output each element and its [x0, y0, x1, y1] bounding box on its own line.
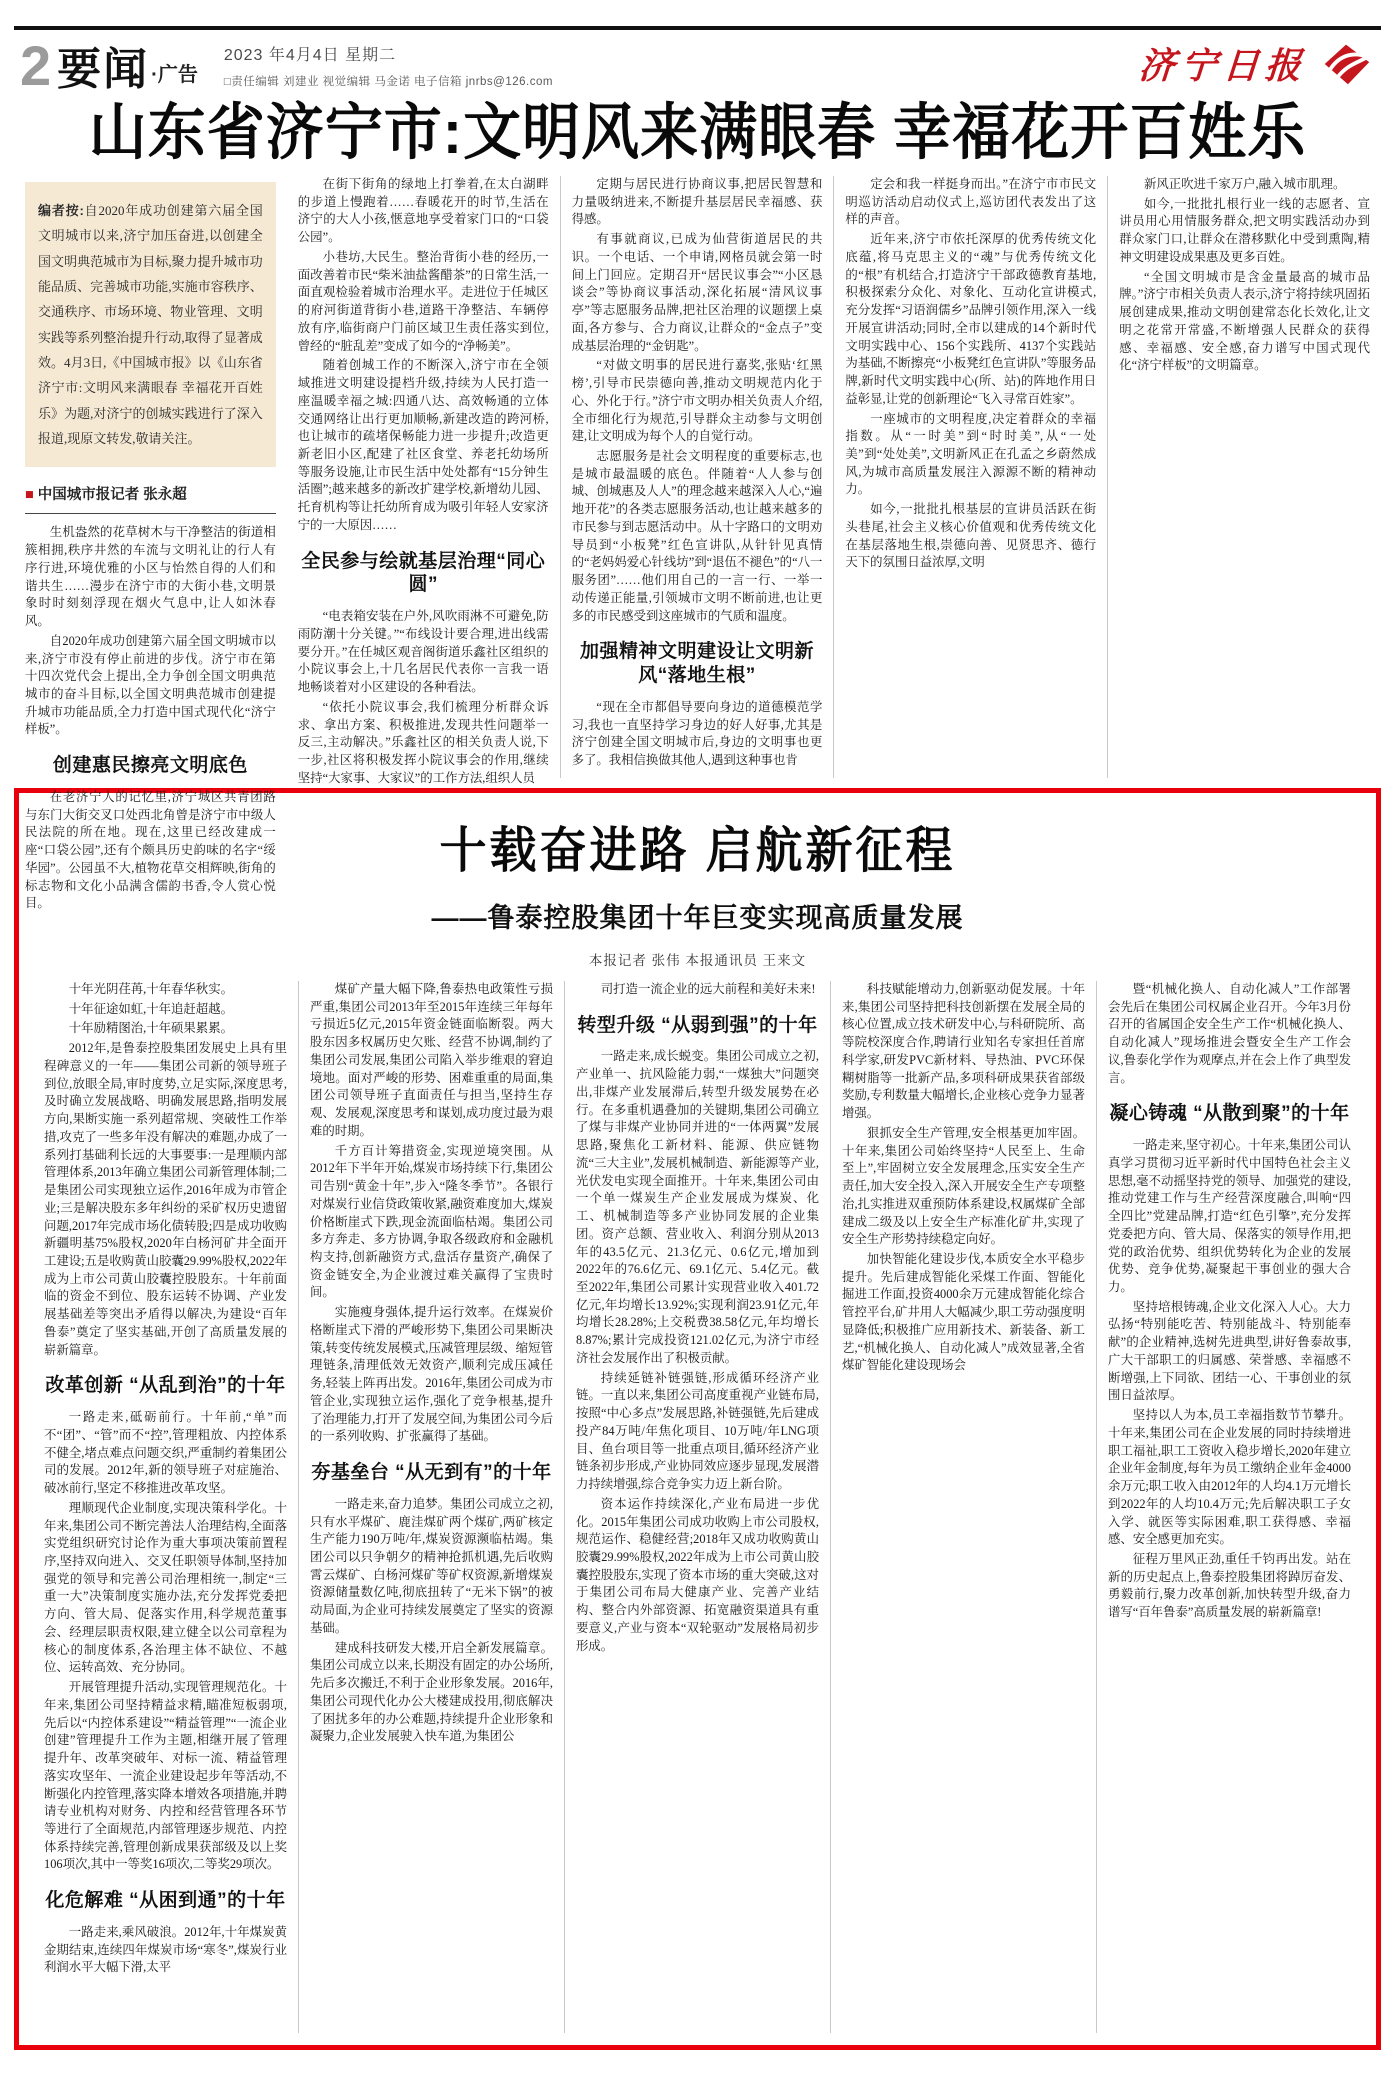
section-heading: 夯基垒台 “从无到有”的十年	[311, 1462, 552, 1484]
byline-text: 中国城市报记者 张永超	[37, 487, 187, 504]
newspaper-logo	[1139, 38, 1375, 91]
page-number: 2	[20, 33, 52, 97]
body-paragraph: 十年光阴荏苒,十年春华秋实。	[68, 981, 233, 996]
article-column	[33, 981, 298, 2033]
body-paragraph: 生机盎然的花草树木与干净整洁的街道相簇相拥,秩序井然的车流与文明礼让的行人有序行进,环境优雅的小区与怡然自得的人们和谐共生……漫步在济宁市的大街小巷,文明景象时时刻刻浮现在烟火气息中,让人如沐春风。	[25, 525, 276, 629]
body-paragraph: “依托小院议事会,我们梳理分析群众诉求、拿出方案、积极推进,发现共性问题举一反三,主动解决。”乐鑫社区的相关负责人说,下一步,社区将积极发挥小院议事会的作用,继续坚持“大家事、大家议”的工作方法,组织人员	[297, 699, 549, 785]
body-paragraph: 近年来,济宁市依托深厚的优秀传统文化底蕴,将马克思主义的“魂”与优秀传统文化的“根”有机结合,打造济宁干部政德教育基地,积极探索分众化、对象化、互动化宣讲模式,充分发挥“习语润儒乡”品牌引领作用,深入一线开展宣讲活动;同时,全市以建成的14个新时代文明实践中心、156个实践所、4137个实践站为基础,不断擦亮“小板凳红色宣讲队”等服务品牌,新时代文明实践中心(所、站)的阵地作用日益彰显,让党的创新理论“飞入寻常百姓家”。	[845, 232, 1097, 406]
staff-credits: □责任编辑 刘建业 视觉编辑 马金诺 电子信箱 jnrbs@126.com	[223, 76, 553, 88]
body-paragraph: 十年励精图治,十年硕果累累。	[68, 1021, 233, 1036]
body-paragraph: 2012年,是鲁泰控股集团发展史上具有里程碑意义的一年——集团公司新的领导班子到位,放眼全局,审时度势,立足实际,深度思考,及时确立发展战略、明确发展思路,指明发展方向,果断实施一系列超常规、突破性工作举措,攻克了一些多年没有解决的难题,办成了一系列打基础利长远的大事要事:一是理顺内部管理体系,2013年确立集团公司新管理体制;二是集团公司实现独立运作,2016年成为市管企业;三是解决股东多年纠纷的采矿权历史遗留问题,2017年完成市场化债转股;四是成功收购新疆明基75%股权,2020年白杨河矿井全面开工建设;五是收购黄山胶囊29.99%股权,2022年成为上市公司黄山胶囊控股股东。十年前面临的资金不到位、股东运转不协调、产业发展基础差等突出矛盾得以解决,为建设“百年鲁泰”奠定了坚实基础,开创了高质量发展的崭新篇章。	[44, 1041, 287, 1357]
article-column	[14, 176, 287, 911]
body-paragraph: 加快智能化建设步伐,本质安全水平稳步提升。先后建成智能化采煤工作面、智能化掘进工作面,投资4000余万元建成智能化综合管控平台,矿井用人大幅减少,职工劳动强度明显降低;积极推广应用新技术、新装备、新工艺,“机械化换人、自动化减人”成效显著,全省煤矿智能化建设现场会	[842, 1251, 1085, 1373]
article-column	[298, 981, 564, 2033]
body-paragraph: 一座城市的文明程度,决定着群众的幸福指数。从“一时美”到“时时美”,从“一处美”到“处处美”,文明新风正在孔孟之乡蔚然成风,为城市高质量发展注入源源不断的精神动力。	[845, 411, 1097, 497]
body-paragraph: 定会和我一样挺身而出。”在济宁市市民文明巡访活动启动仪式上,巡访团代表发出了这样的声音。	[845, 176, 1097, 227]
body-paragraph: “全国文明城市是含金量最高的城市品牌。”济宁市相关负责人表示,济宁将持续巩固拓展创建成果,推动文明创建常态化长效化,让文明之花常开常盛,不断增强人民群众的获得感、幸福感、安全感,奋力谱写中国式现代化“济宁样板”的文明篇章。	[1119, 269, 1370, 373]
section-subtitle: ·广告	[151, 64, 198, 86]
body-paragraph: 一路走来,乘风破浪。2012年,十年煤炭黄金期结束,连续四年煤炭市场“寒冬”,煤炭行业利润水平大幅下滑,太平	[44, 1924, 287, 1975]
body-paragraph: 定期与居民进行协商议事,把居民智慧和力量吸纳进来,不断提升基层居民幸福感、获得感。	[571, 176, 823, 227]
section-heading: 全民参与绘就基层治理“同心圆”	[301, 550, 546, 596]
body-paragraph: “现在全市都倡导要向身边的道德模范学习,我也一直坚持学习身边的好人好事,尤其是济宁创建全国文明城市后,身边的文明事也更多了。我相信换做其他人,遇到这种事也肯	[571, 699, 823, 768]
top-article-headline: 山东省济宁市:文明风来满眼春 幸福花开百姓乐	[88, 98, 1307, 167]
editor-note-text: 自2020年成功创建第六届全国文明城市以来,济宁加压奋进,以创建全国文明典范城市为目标,聚力提升城市功能品质、完善城市功能,实施市容秩序、交通秩序、市场环境、物业管理、文明实践等系列整治提升行动,取得了显著成效。4月3日,《中国城市报》以《山东省济宁市:文明风来满眼春 幸福花开百姓乐》为题,对济宁的创城实践进行了深入报道,现原文转发,敬请关注。	[38, 202, 263, 447]
body-paragraph: 在街下街角的绿地上打拳着,在太白湖畔的步道上慢跑着……春暖花开的时节,生活在济宁的大人小孩,惬意地享受着家门口的“口袋公园”。	[297, 176, 549, 245]
body-paragraph: 自2020年成功创建第六届全国文明城市以来,济宁市没有停止前进的步伐。济宁市在第十四次党代会上提出,全力争创全国文明典范城市的奋斗目标,以全国文明典范城市创建提升城市功能品质,全力打造中国式现代化“济宁样板”。	[25, 633, 276, 737]
body-paragraph: 如今,一批批扎根行业一线的志愿者、宣讲员用心用情服务群众,把文明实践活动办到群众家门口,让群众在潜移默化中受到熏陶,精神文明建设成果惠及更多百姓。	[1119, 196, 1370, 264]
top-article-byline	[25, 483, 276, 514]
featured-article-byline: 本报记者 张伟 本报通讯员 王来文	[588, 952, 807, 968]
body-paragraph: 随着创城工作的不断深入,济宁市在全领域推进文明建设提档升级,持续为人民打造一座温暖幸福之城:四通八达、高效畅通的立体交通网络让出行更加顺畅,新建改造的跨河桥,也让城市的疏堵保畅能力进一步提升;改造更新老旧小区,配建了社区食堂、养老托幼场所等服务设施,让市民生活中处处都有“15分钟生活圈”;越来越多的新改扩建学校,新增幼儿园、托育机构等让托幼所育成为吸引年轻人安家济宁的一大原因……	[297, 358, 549, 532]
body-paragraph: 暨“机械化换人、自动化减人”工作部署会先后在集团公司权属企业召开。今年3月份召开的省属国企安全生产工作“机械化换人、自动化减人”现场推进会暨安全生产工作会议,鲁泰化学作为观摩点,并在会上作了典型发言。	[1108, 981, 1351, 1085]
newspaper-page	[0, 26, 1395, 2050]
article-column	[830, 981, 1096, 2033]
newspaper-emblem-icon	[1317, 42, 1375, 86]
body-paragraph: 煤矿产量大幅下降,鲁泰热电政策性亏损严重,集团公司2013年至2015年连续三年每年亏损近5亿元,2015年资金链面临断裂。两大股东因多权属历史欠账、经营不协调,制约了集团公司发展,集团公司陷入举步维艰的窘迫境地。面对严峻的形势、困难重重的局面,集团公司领导班子直面责任与担当,坚持生存观、发展观,深度思考和谋划,成功度过最为艰难的时期。	[310, 981, 553, 1138]
body-paragraph: 开展管理提升活动,实现管理规范化。十年来,集团公司坚持精益求精,瞄准短板弱项,先后以“内控体系建设”“精益管理”“一流企业创建”管理提升工作为主题,相继开展了管理提升年、改革突破年、对标一流、精益管理落实攻坚年、一流企业建设起步年等活动,不断强化内控管理,落实降本增效各项措施,并聘请专业机构对财务、内控和经营管理各环节等进行了全面规范,内部管理逐步规范、内控体系持续完善,管理创新成果获部级及以上奖106项次,其中一等奖16项次,二等奖29项次。	[44, 1680, 287, 1872]
body-paragraph: 狠抓安全生产管理,安全根基更加牢固。十年来,集团公司始终坚持“人民至上、生命至上”,牢固树立安全发展理念,压实安全生产责任,加大安全投入,深入开展安全生产专项整治,扎实推进双重预防体系建设,权属煤矿全部建成二级及以上安全生产标准化矿井,实现了安全生产形势持续稳定向好。	[842, 1125, 1085, 1247]
editor-note-box	[25, 182, 276, 467]
body-paragraph: 一路走来,坚守初心。十年来,集团公司认真学习贯彻习近平新时代中国特色社会主义思想,毫不动摇坚持党的领导、加强党的建设,推动党建工作与生产经营深度融合,叫响“四全四比”党建品牌,打造“红色引擎”,充分发挥党委把方向、管大局、保落实的领导作用,把党的政治优势、组织优势转化为企业的发展优势、竞争优势,凝聚起干事创业的强大合力。	[1108, 1138, 1351, 1294]
issue-date: 2023 年4月4日 星期二	[223, 47, 397, 64]
byline-square-icon: ■	[25, 487, 34, 504]
newspaper-name: 济宁日报	[1137, 46, 1309, 86]
body-paragraph: 坚持培根铸魂,企业文化深入人心。大力弘扬“特别能吃苦、特别能战斗、特别能奉献”的企业精神,选树先进典型,讲好鲁泰故事,广大干部职工的归属感、荣誉感、幸福感不断增强,上下同欲、团结一心、干事创业的氛围日益浓厚。	[1108, 1299, 1351, 1403]
body-paragraph: 有事就商议,已成为仙营街道居民的共识。一个电话、一个申请,网格员就会第一时间上门回应。定期召开“居民议事会”“小区恳谈会”等协商议事活动,深化拓展“清风议事亭”等志愿服务品牌,把社区治理的议题摆上桌面,各方参与、合力商议,让群众的“金点子”变成基层治理的“金钥匙”。	[571, 232, 823, 353]
section-heading: 凝心铸魂 “从散到聚”的十年	[1109, 1103, 1350, 1125]
body-paragraph: 建成科技研发大楼,开启全新发展篇章。集团公司成立以来,长期没有固定的办公场所,先后多次搬迁,不利于企业形象发展。2016年,集团公司现代化办公大楼建成投用,彻底解决了困扰多年的办公难题,持续提升企业形象和凝聚力,企业发展驶入快车道,为集团公	[310, 1640, 553, 1744]
body-paragraph: “电表箱安装在户外,风吹雨淋不可避免,防雨防潮十分关键。”“布线设计要合理,进出线需要分开。”在任城区观音阁街道乐鑫社区组织的小院议事会上,十几名居民代表你一言我一语地畅谈着对小区建设的各种看法。	[297, 609, 549, 695]
body-paragraph: 理顺现代企业制度,实现决策科学化。十年来,集团公司不断完善法人治理结构,全面落实党组织研究讨论作为重大事项决策前置程序,坚持双向进入、交叉任职领导体制,坚持加强党的领导和完善公司治理相统一,制定“三重一大”决策制度实施办法,充分发挥党委把方向、管大局、促落实作用,科学规范董事会、经理层职责权限,建立健全以公司章程为核心的制度体系,各治理主体不缺位、不越位、运转高效、充分协同。	[44, 1500, 287, 1675]
editor-note-label: 编者按:	[38, 202, 84, 218]
body-paragraph: 持续延链补链强链,形成循环经济产业链。一直以来,集团公司高度重视产业链布局,按照“中心多点”发展思路,补链强链,先后建成投产84万吨/年焦化项目、10万吨/年LNG项目、鱼台项目等一批重点项目,循环经济产业链条初步形成,产业协同效应逐步显现,发展潜力持续增强,综合竞争实力迈上新台阶。	[576, 1370, 819, 1492]
featured-article-headline: 十载奋进路 启航新征程	[439, 822, 956, 878]
body-paragraph: 征程万里风正劲,重任千钧再出发。站在新的历史起点上,鲁泰控股集团将踔厉奋发、勇毅前行,聚力改革创新,加快转型升级,奋力谱写“百年鲁泰”高质量发展的崭新篇章!	[1108, 1552, 1351, 1620]
section-heading: 化危解难 “从困到通”的十年	[45, 1890, 286, 1912]
section-heading: 转型升级 “从弱到强”的十年	[577, 1014, 818, 1036]
body-paragraph: 司打造一流企业的远大前程和美好未来!	[600, 981, 816, 996]
article-column	[1107, 176, 1381, 778]
featured-article-columns	[33, 981, 1362, 2033]
section-heading: 改革创新 “从乱到治”的十年	[45, 1375, 286, 1397]
section-heading: 加强精神文明建设让文明新风“落地生根”	[579, 641, 814, 687]
article-column	[1096, 981, 1362, 2033]
article-column	[287, 176, 560, 785]
section-title: 要闻	[57, 45, 150, 95]
masthead	[14, 30, 1381, 95]
body-paragraph: 坚持以人为本,员工幸福指数节节攀升。十年来,集团公司在企业发展的同时持续增进职工福祉,职工工资收入稳步增长,2020年建立企业年金制度,每年为员工缴纳企业年金4000余万元;职工收入由2012年的人均4.1万元增长到2022年的人均10.4万元;先后解决职工子女入学、就医等实际困难,职工获得感、幸福感、安全感更加充实。	[1108, 1408, 1351, 1547]
body-paragraph: 千方百计筹措资金,实现逆境突围。从2012年下半年开始,煤炭市场持续下行,集团公司告别“黄金十年”,步入“隆冬季节”。各银行对煤炭行业信贷政策收紧,融资难度加大,煤炭价格断崖式下跌,现金流面临枯竭。集团公司多方奔走、多方协调,争取各级政府和金融机构支持,创新融资方式,盘活存量资产,确保了资金链安全,为企业渡过难关赢得了宝贵时间。	[310, 1143, 553, 1300]
body-paragraph: 资本运作持续深化,产业布局进一步优化。2015年集团公司成功收购上市公司股权,规范运作、稳健经营;2018年又成功收购黄山胶囊29.99%股权,2022年成为上市公司黄山胶囊控股股东,实现了资本市场的重大突破,这对于集团公司布局大健康产业、完善产业结构、整合内外部资源、拓宽融资渠道具有重要意义,产业与资本“双轮驱动”发展格局初步形成。	[576, 1496, 819, 1653]
body-paragraph: 一路走来,成长蜕变。集团公司成立之初,产业单一、抗风险能力弱,“一煤独大”问题突出,非煤产业发展滞后,转型升级发展势在必行。在多重机遇叠加的关键期,集团公司确立了煤与非煤产业协同并进的“一体两翼”发展思路,聚焦化工新材料、能源、供应链物流“三大主业”,发展机械制造、新能源等产业,光伏发电实现全面推开。十年来,集团公司由一个单一煤炭生产企业发展成为煤炭、化工、机械制造等多产业协同发展的企业集团。资产总额、营业收入、利润分别从2013年的43.5亿元、21.3亿元、0.6亿元,增加到2022年的76.6亿元、69.1亿元、5.4亿元。截至2022年,集团公司累计实现营业收入401.72亿元,年均增长13.92%;实现利润23.91亿元,年均增长28.28%;上交税费38.58亿元,年均增长8.87%;累计完成投资121.02亿元,为济宁市经济社会发展作出了积极贡献。	[576, 1049, 819, 1365]
body-paragraph: 如今,一批批扎根基层的宣讲员活跃在街头巷尾,社会主义核心价值观和优秀传统文化在基层落地生根,崇德向善、见贤思齐、德行天下的氛围日益浓厚,文明	[845, 502, 1097, 570]
body-paragraph: 志愿服务是社会文明程度的重要标志,也是城市最温暖的底色。伴随着“人人参与创城、创城惠及人人”的理念越来越深入人心,“遍地开花”的各类志愿服务活动,也让越来越多的市民参与到志愿活动中。从十字路口的文明劝导员到“小板凳”红色宣讲队,从针针见真情的“老妈妈爱心针线坊”到“退伍不褪色”的“八一服务团”……他们用自己的一言一行、一举一动传递正能量,引领城市文明不断前进,也让更多的市民感受到这座城市的气质和温度。	[571, 448, 823, 623]
featured-article-subtitle: ——鲁泰控股集团十年巨变实现高质量发展	[431, 902, 964, 933]
body-paragraph: 科技赋能增动力,创新驱动促发展。十年来,集团公司坚持把科技创新摆在发展全局的核心位置,成立技术研发中心,与科研院所、高等院校深度合作,聘请行业知名专家担任首席科学家,研发PVC新材料、导热油、PVC环保糊树脂等一批新产品,多项科研成果获省部级奖励,专利数量大幅增长,企业核心竞争力显著增强。	[842, 981, 1085, 1121]
body-paragraph: 实施瘦身强体,提升运行效率。在煤炭价格断崖式下滑的严峻形势下,集团公司果断决策,转变传统发展模式,压减管理层级、缩短管理链条,清理低效无效资产,顺利完成压减任务,轻装上阵再出发。2016年,集团公司成为市管企业,实现独立运作,强化了竞争根基,提升了治理能力,打开了发展空间,为集团公司今后的一系列收购、扩张赢得了基础。	[310, 1305, 553, 1444]
body-paragraph: “对做文明事的居民进行嘉奖,张贴‘红黑榜’,引导市民崇德向善,推动文明规范内化于心、外化于行。”济宁市文明办相关负责人介绍,全市细化行为规范,引导群众主动参与文明创建,让文明成为每个人的自觉行动。	[571, 358, 823, 444]
section-heading: 创建惠民擦亮文明底色	[52, 755, 248, 777]
article-column	[560, 176, 834, 778]
article-column	[564, 981, 830, 2033]
body-paragraph: 小巷坊,大民生。整治背街小巷的经历,一面改善着市民“柴米油盐酱醋茶”的日常生活,一面直观检验着城市治理水平。走进位于任城区的府河街道背街小巷,道路干净整洁、车辆停放有序,临街商户门前区域卫生责任落实到位,曾经的“脏乱差”变成了如今的“净畅美”。	[297, 249, 549, 353]
featured-article-box	[14, 788, 1381, 2050]
body-paragraph: 一路走来,奋力追梦。集团公司成立之初,只有水平煤矿、鹿洼煤矿两个煤矿,两矿核定生产能力190万吨/年,煤炭资源濒临枯竭。集团公司以只争朝夕的精神抢抓机遇,先后收购霄云煤矿、白杨河煤矿等矿权资源,新增煤炭资源储量数亿吨,彻底扭转了“无米下锅”的被动局面,为企业可持续发展奠定了坚实的资源基础。	[310, 1496, 553, 1635]
masthead-date-block	[224, 42, 553, 91]
article-column	[833, 176, 1107, 778]
body-paragraph: 一路走来,砥砺前行。十年前,“单”而不“团”、“管”而不“控”,管理粗放、内控体系不健全,堵点难点问题交织,严重制约着集团公司的发展。2012年,新的领导班子对症施治、破冰前行,坚定不移推进改革攻坚。	[44, 1410, 287, 1496]
body-paragraph: 十年征途如虹,十年追赶超越。	[68, 1001, 233, 1016]
body-paragraph: 新风正吹进千家万户,融入城市肌理。	[1143, 176, 1346, 191]
body-paragraph: 在老济宁人的记忆里,济宁城区共青团路与东门大街交叉口处西北角曾是济宁市中级人民法院的所在地。现在,这里已经改建成一座“口袋公园”,还有个颇具历史韵味的名字“绥华园”。公园虽不大,植物花草交相辉映,街角的标志物和文化小品满含儒韵书香,令人赏心悦目。	[25, 789, 276, 911]
